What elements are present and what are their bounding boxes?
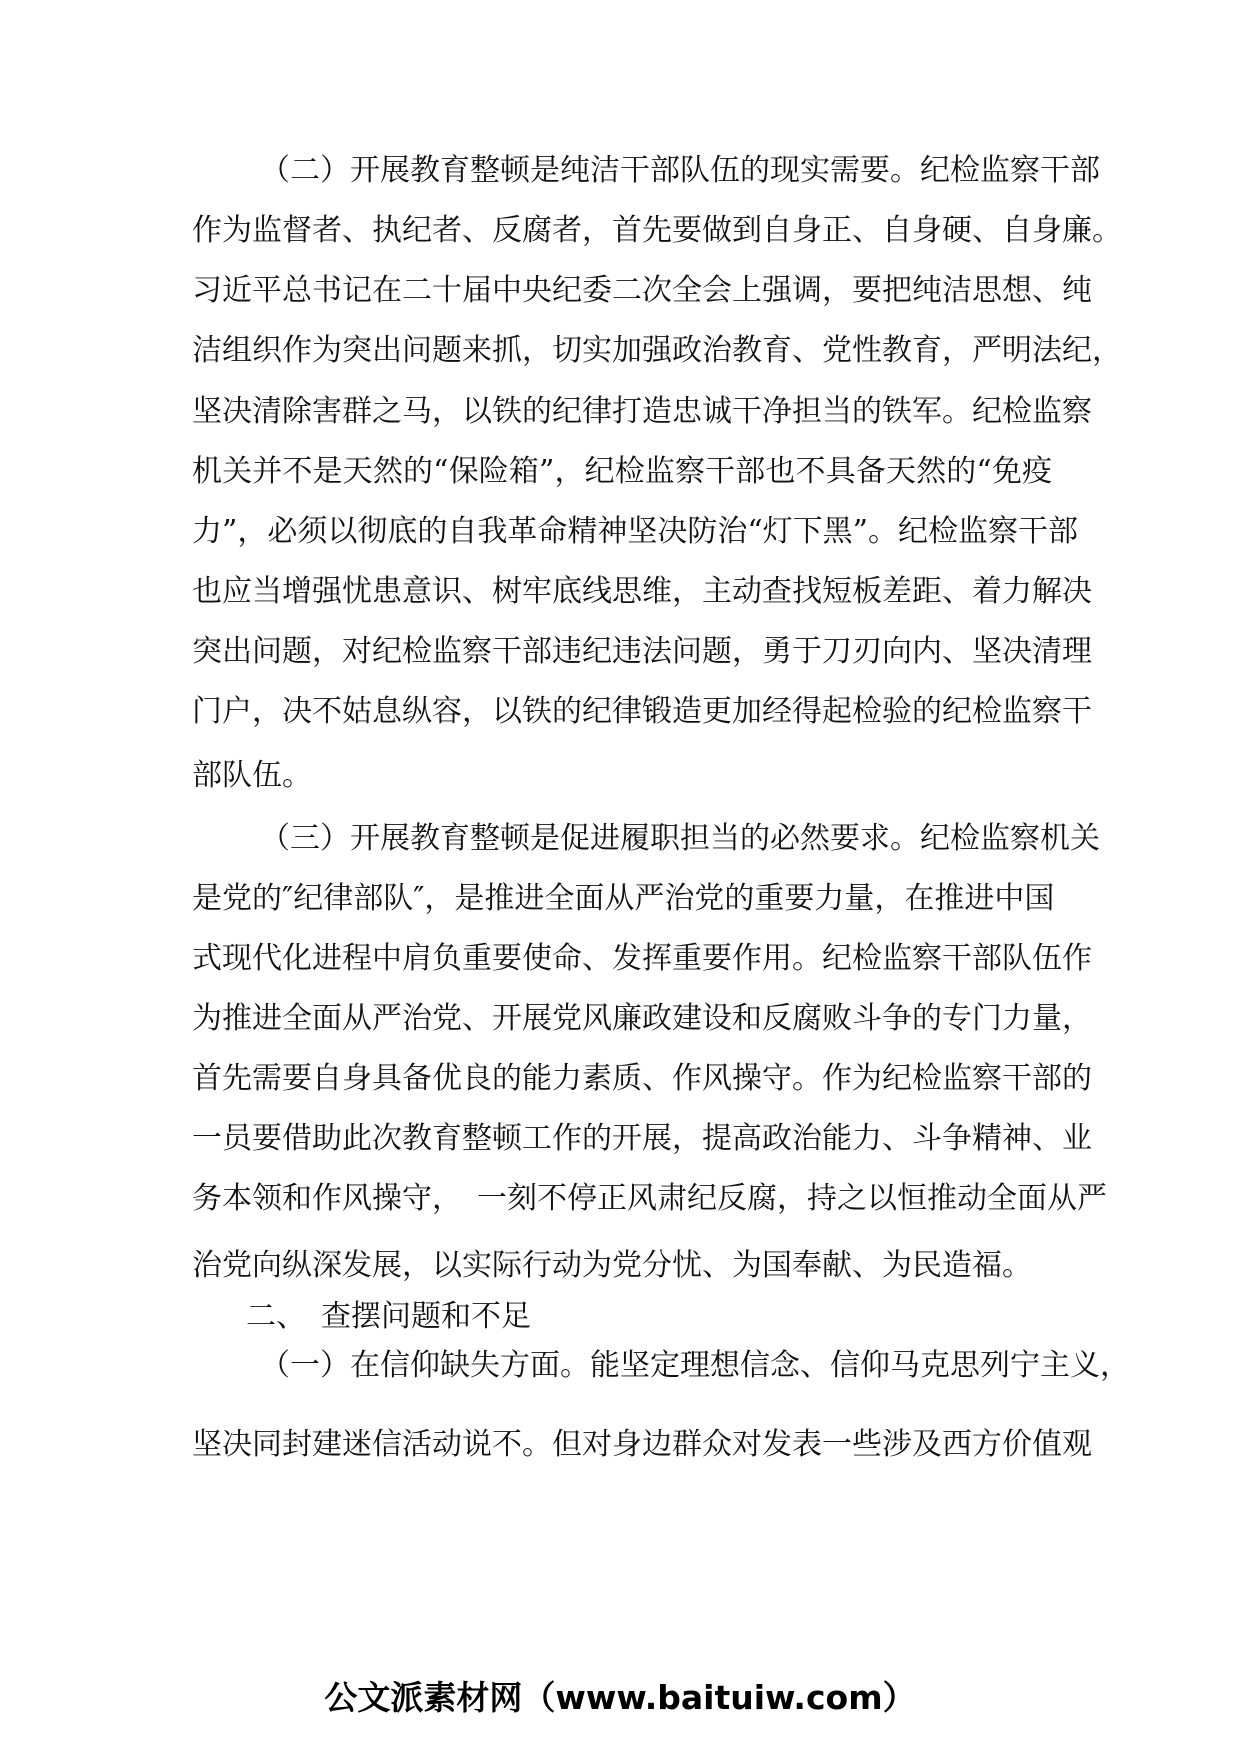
paragraph-2-line-2: 作为监督者、执纪者、反腐者，首先要做到自身正、自身硬、自身廉。 <box>192 213 1122 248</box>
paragraph-3-line-7: 务本领和作风操守， 一刻不停正风肃纪反腐，持之以恒推动全面从严 <box>192 1181 1107 1216</box>
paragraph-2-line-1: （二）开展教育整顿是纯洁干部队伍的现实需要。纪检监察干部 <box>260 153 1100 188</box>
paragraph-1-line-1: （一）在信仰缺失方面。能坚定理想信念、信仰马克思列宁主义， <box>260 1348 1130 1383</box>
paragraph-3-line-2: 是党的″纪律部队″，是推进全面从严治党的重要力量，在推进中国 <box>192 881 1055 916</box>
paragraph-2-line-6: 机关并不是天然的“保险箱”，纪检监察干部也不具备天然的“免疫 <box>192 454 1052 489</box>
paragraph-1-line-2: 坚决同封建迷信活动说不。但对身边群众对发表一些涉及西方价值观 <box>192 1427 1092 1462</box>
paragraph-2-line-5: 坚决清除害群之马，以铁的纪律打造忠诚干净担当的铁军。纪检监察 <box>192 394 1092 429</box>
paragraph-3-line-5: 首先需要自身具备优良的能力素质、作风操守。作为纪检监察干部的 <box>192 1061 1092 1096</box>
paragraph-2-line-10: 门户，决不姑息纵容，以铁的纪律锻造更加经得起检验的纪检监察干 <box>192 694 1092 729</box>
paragraph-2-line-9: 突出问题，对纪检监察干部违纪违法问题，勇于刀刃向内、坚决清理 <box>192 634 1092 669</box>
footer-site-credit: 公文派素材网（www.baituiw.com） <box>324 1678 916 1717</box>
paragraph-3-line-8: 治党向纵深发展，以实际行动为党分忧、为国奉献、为民造福。 <box>192 1248 1032 1283</box>
paragraph-3-line-4: 为推进全面从严治党、开展党风廉政建设和反腐败斗争的专门力量， <box>192 1001 1092 1036</box>
paragraph-3-line-1: （三）开展教育整顿是促进履职担当的必然要求。纪检监察机关 <box>260 821 1100 856</box>
paragraph-3-line-3: 式现代化进程中肩负重要使命、发挥重要作用。纪检监察干部队伍作 <box>192 941 1092 976</box>
paragraph-3-line-6: 一员要借助此次教育整顿工作的开展，提高政治能力、斗争精神、业 <box>192 1121 1092 1156</box>
paragraph-2-line-11: 部队伍。 <box>192 758 312 793</box>
paragraph-2-line-4: 洁组织作为突出问题来抓，切实加强政治教育、党性教育，严明法纪， <box>192 333 1122 368</box>
paragraph-2-line-8: 也应当增强忧患意识、树牢底线思维，主动查找短板差距、着力解决 <box>192 574 1092 609</box>
section-heading: 二、 查摆问题和不足 <box>246 1299 531 1334</box>
paragraph-2-line-3: 习近平总书记在二十届中央纪委二次全会上强调，要把纯洁思想、纯 <box>192 273 1092 308</box>
paragraph-2-line-7: 力”，必须以彻底的自我革命精神坚决防治“灯下黑”。纪检监察干部 <box>192 514 1079 549</box>
